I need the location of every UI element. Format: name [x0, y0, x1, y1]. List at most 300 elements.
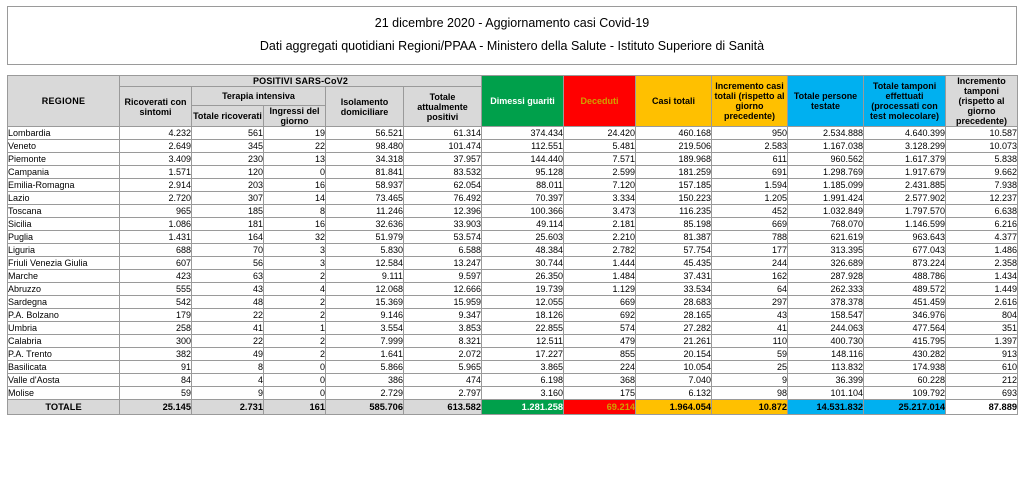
- cell-regione: Sardegna: [8, 296, 120, 309]
- cell-value: 2.210: [564, 231, 636, 244]
- cell-value: 14: [264, 192, 326, 205]
- cell-value: 16: [264, 179, 326, 192]
- table-total-row: [8, 400, 1018, 415]
- cell-value: 98.480: [326, 140, 404, 153]
- cell-value: 5.830: [326, 244, 404, 257]
- cell-value: 621.619: [788, 231, 864, 244]
- cell-value: 45.435: [636, 257, 712, 270]
- cell-value: 368: [564, 374, 636, 387]
- cell-value: 63: [192, 270, 264, 283]
- cell-value: 7.571: [564, 153, 636, 166]
- cell-value: 873.224: [864, 257, 946, 270]
- table-row: [8, 153, 1018, 166]
- cell-value: 4.232: [120, 127, 192, 140]
- cell-value: 1.594: [712, 179, 788, 192]
- cell-value: 4.640.399: [864, 127, 946, 140]
- cell-value: 3.554: [326, 322, 404, 335]
- cell-value: 0: [264, 387, 326, 400]
- cell-value: 70: [192, 244, 264, 257]
- cell-value: 6.132: [636, 387, 712, 400]
- cell-value: 174.938: [864, 361, 946, 374]
- cell-value: 95.128: [482, 166, 564, 179]
- cell-value: 692: [564, 309, 636, 322]
- cell-total-value: 69.214: [564, 400, 636, 415]
- cell-regione: Abruzzo: [8, 283, 120, 296]
- cell-value: 15.959: [404, 296, 482, 309]
- cell-value: 15.369: [326, 296, 404, 309]
- cell-value: 2.720: [120, 192, 192, 205]
- cell-total-value: 613.582: [404, 400, 482, 415]
- cell-total-value: 1.281.258: [482, 400, 564, 415]
- table-row: [8, 140, 1018, 153]
- table-row: [8, 231, 1018, 244]
- cell-value: 22: [192, 309, 264, 322]
- cell-value: 963.643: [864, 231, 946, 244]
- cell-value: 19: [264, 127, 326, 140]
- cell-value: 5.838: [946, 153, 1018, 166]
- cell-regione: Marche: [8, 270, 120, 283]
- cell-value: 788: [712, 231, 788, 244]
- cell-value: 2.577.902: [864, 192, 946, 205]
- cell-value: 479: [564, 335, 636, 348]
- cell-value: 3.853: [404, 322, 482, 335]
- cell-value: 3.160: [482, 387, 564, 400]
- cell-value: 70.397: [482, 192, 564, 205]
- table-row: [8, 257, 1018, 270]
- cell-value: 2.599: [564, 166, 636, 179]
- report-title: 21 dicembre 2020 - Aggiornamento casi Covid-19: [374, 16, 650, 30]
- cell-value: 116.235: [636, 205, 712, 218]
- table-row: [8, 270, 1018, 283]
- cell-regione: Lazio: [8, 192, 120, 205]
- cell-value: 150.223: [636, 192, 712, 205]
- cell-regione: Lombardia: [8, 127, 120, 140]
- cell-value: 1.486: [946, 244, 1018, 257]
- cell-value: 91: [120, 361, 192, 374]
- cell-value: 2.649: [120, 140, 192, 153]
- cell-value: 2.431.885: [864, 179, 946, 192]
- cell-regione: Liguria: [8, 244, 120, 257]
- cell-value: 688: [120, 244, 192, 257]
- cell-value: 2.797: [404, 387, 482, 400]
- cell-regione: Sicilia: [8, 218, 120, 231]
- cell-value: 693: [946, 387, 1018, 400]
- cell-value: 34.318: [326, 153, 404, 166]
- cell-value: 219.506: [636, 140, 712, 153]
- cell-value: 33.534: [636, 283, 712, 296]
- cell-value: 423: [120, 270, 192, 283]
- cell-value: 18.126: [482, 309, 564, 322]
- cell-value: 345: [192, 140, 264, 153]
- cell-value: 2: [264, 296, 326, 309]
- cell-value: 175: [564, 387, 636, 400]
- cell-value: 7.120: [564, 179, 636, 192]
- cell-value: 224: [564, 361, 636, 374]
- cell-value: 913: [946, 348, 1018, 361]
- cell-value: 43: [192, 283, 264, 296]
- cell-value: 22: [264, 140, 326, 153]
- table-row: [8, 179, 1018, 192]
- cell-value: 25: [712, 361, 788, 374]
- cell-value: 1.431: [120, 231, 192, 244]
- cell-value: 297: [712, 296, 788, 309]
- col-header-totale-ricoverati: Totale ricoverati: [192, 106, 264, 127]
- cell-value: 669: [564, 296, 636, 309]
- header-row-1: [8, 76, 1018, 87]
- cell-value: 144.440: [482, 153, 564, 166]
- col-header-isolamento-domiciliare: Isolamento domiciliare: [326, 87, 404, 127]
- cell-value: 59: [120, 387, 192, 400]
- cell-value: 477.564: [864, 322, 946, 335]
- cell-value: 2.534.888: [788, 127, 864, 140]
- cell-value: 2.583: [712, 140, 788, 153]
- cell-value: 32: [264, 231, 326, 244]
- cell-value: 555: [120, 283, 192, 296]
- cell-value: 7.999: [326, 335, 404, 348]
- cell-value: 950: [712, 127, 788, 140]
- cell-value: 58.937: [326, 179, 404, 192]
- cell-value: 2.072: [404, 348, 482, 361]
- cell-value: 212: [946, 374, 1018, 387]
- cell-value: 12.055: [482, 296, 564, 309]
- cell-value: 542: [120, 296, 192, 309]
- covid-data-table: [7, 75, 1018, 415]
- cell-value: 415.795: [864, 335, 946, 348]
- cell-value: 610: [946, 361, 1018, 374]
- cell-value: 300: [120, 335, 192, 348]
- cell-value: 12.068: [326, 283, 404, 296]
- cell-value: 2: [264, 348, 326, 361]
- cell-value: 100.366: [482, 205, 564, 218]
- cell-value: 5.965: [404, 361, 482, 374]
- cell-value: 157.185: [636, 179, 712, 192]
- cell-value: 3.473: [564, 205, 636, 218]
- cell-value: 148.116: [788, 348, 864, 361]
- cell-value: 9: [712, 374, 788, 387]
- col-header-totale-persone-testate: Totale persone testate: [788, 76, 864, 127]
- cell-value: 1.205: [712, 192, 788, 205]
- cell-value: 203: [192, 179, 264, 192]
- cell-total-value: 14.531.832: [788, 400, 864, 415]
- cell-value: 36.399: [788, 374, 864, 387]
- cell-value: 1.129: [564, 283, 636, 296]
- cell-value: 13.247: [404, 257, 482, 270]
- cell-total-value: 25.217.014: [864, 400, 946, 415]
- cell-value: 1.991.424: [788, 192, 864, 205]
- cell-value: 41: [712, 322, 788, 335]
- cell-value: 1.434: [946, 270, 1018, 283]
- cell-value: 1.449: [946, 283, 1018, 296]
- cell-total-value: 2.731: [192, 400, 264, 415]
- cell-value: 460.168: [636, 127, 712, 140]
- cell-regione: Puglia: [8, 231, 120, 244]
- cell-value: 244.063: [788, 322, 864, 335]
- cell-value: 6.216: [946, 218, 1018, 231]
- cell-value: 965: [120, 205, 192, 218]
- cell-value: 76.492: [404, 192, 482, 205]
- cell-value: 230: [192, 153, 264, 166]
- cell-value: 10.073: [946, 140, 1018, 153]
- cell-regione: P.A. Bolzano: [8, 309, 120, 322]
- cell-value: 28.165: [636, 309, 712, 322]
- cell-value: 1.444: [564, 257, 636, 270]
- cell-total-value: 87.889: [946, 400, 1018, 415]
- cell-value: 30.744: [482, 257, 564, 270]
- cell-value: 386: [326, 374, 404, 387]
- cell-value: 120: [192, 166, 264, 179]
- cell-value: 2.358: [946, 257, 1018, 270]
- cell-value: 1.917.679: [864, 166, 946, 179]
- cell-value: 10.054: [636, 361, 712, 374]
- cell-value: 88.011: [482, 179, 564, 192]
- cell-value: 2: [264, 309, 326, 322]
- cell-value: 56.521: [326, 127, 404, 140]
- cell-value: 804: [946, 309, 1018, 322]
- cell-value: 84: [120, 374, 192, 387]
- cell-value: 181: [192, 218, 264, 231]
- cell-value: 574: [564, 322, 636, 335]
- cell-total-label: TOTALE: [8, 400, 120, 415]
- cell-value: 10.587: [946, 127, 1018, 140]
- cell-value: 56: [192, 257, 264, 270]
- cell-total-value: 10.872: [712, 400, 788, 415]
- col-header-incremento-casi: Incremento casi totali (rispetto al giorno precedente): [712, 76, 788, 127]
- cell-regione: Calabria: [8, 335, 120, 348]
- cell-value: 488.786: [864, 270, 946, 283]
- table-row: [8, 166, 1018, 179]
- cell-value: 101.474: [404, 140, 482, 153]
- cell-regione: Valle d'Aosta: [8, 374, 120, 387]
- cell-value: 1.484: [564, 270, 636, 283]
- cell-value: 112.551: [482, 140, 564, 153]
- cell-value: 37.957: [404, 153, 482, 166]
- cell-value: 181.259: [636, 166, 712, 179]
- cell-value: 177: [712, 244, 788, 257]
- cell-value: 2.181: [564, 218, 636, 231]
- cell-value: 81.841: [326, 166, 404, 179]
- cell-value: 158.547: [788, 309, 864, 322]
- cell-value: 85.198: [636, 218, 712, 231]
- cell-value: 677.043: [864, 244, 946, 257]
- col-header-totale-tamponi: Totale tamponi effettuati (processati con test molecolare): [864, 76, 946, 127]
- cell-value: 9.662: [946, 166, 1018, 179]
- cell-value: 378.378: [788, 296, 864, 309]
- cell-value: 113.832: [788, 361, 864, 374]
- cell-value: 9: [192, 387, 264, 400]
- cell-value: 73.465: [326, 192, 404, 205]
- cell-value: 3.865: [482, 361, 564, 374]
- cell-value: 37.431: [636, 270, 712, 283]
- cell-value: 41: [192, 322, 264, 335]
- cell-value: 64: [712, 283, 788, 296]
- cell-value: 32.636: [326, 218, 404, 231]
- cell-value: 21.261: [636, 335, 712, 348]
- cell-value: 3: [264, 244, 326, 257]
- cell-value: 9.111: [326, 270, 404, 283]
- table-row: [8, 192, 1018, 205]
- col-header-totale-attualmente-positivi: Totale attualmente positivi: [404, 87, 482, 127]
- cell-value: 16: [264, 218, 326, 231]
- cell-value: 20.154: [636, 348, 712, 361]
- cell-value: 22: [192, 335, 264, 348]
- cell-value: 307: [192, 192, 264, 205]
- cell-value: 2.729: [326, 387, 404, 400]
- cell-value: 2.914: [120, 179, 192, 192]
- cell-value: 12.396: [404, 205, 482, 218]
- cell-value: 452: [712, 205, 788, 218]
- cell-value: 374.434: [482, 127, 564, 140]
- cell-value: 17.227: [482, 348, 564, 361]
- report-header: [7, 6, 1017, 65]
- cell-value: 5.866: [326, 361, 404, 374]
- cell-value: 3.409: [120, 153, 192, 166]
- cell-value: 287.928: [788, 270, 864, 283]
- table-body: [8, 127, 1018, 415]
- cell-value: 62.054: [404, 179, 482, 192]
- cell-regione: Molise: [8, 387, 120, 400]
- cell-value: 474: [404, 374, 482, 387]
- table-row: [8, 296, 1018, 309]
- cell-value: 8: [192, 361, 264, 374]
- report-subtitle: Dati aggregati quotidiani Regioni/PPAA - Ministero della Salute - Istituto Superiore di Sanità: [259, 39, 765, 53]
- cell-value: 49.114: [482, 218, 564, 231]
- cell-value: 26.350: [482, 270, 564, 283]
- table-row: [8, 218, 1018, 231]
- cell-value: 8: [264, 205, 326, 218]
- cell-value: 3.128.299: [864, 140, 946, 153]
- cell-regione: Friuli Venezia Giulia: [8, 257, 120, 270]
- cell-value: 3.334: [564, 192, 636, 205]
- cell-value: 4: [264, 283, 326, 296]
- cell-value: 83.532: [404, 166, 482, 179]
- cell-value: 6.588: [404, 244, 482, 257]
- cell-value: 1.298.769: [788, 166, 864, 179]
- cell-value: 189.968: [636, 153, 712, 166]
- cell-value: 185: [192, 205, 264, 218]
- cell-total-value: 161: [264, 400, 326, 415]
- cell-value: 346.976: [864, 309, 946, 322]
- cell-value: 179: [120, 309, 192, 322]
- cell-total-value: 585.706: [326, 400, 404, 415]
- cell-value: 25.603: [482, 231, 564, 244]
- cell-value: 19.739: [482, 283, 564, 296]
- cell-value: 60.228: [864, 374, 946, 387]
- cell-value: 4.377: [946, 231, 1018, 244]
- cell-regione: Toscana: [8, 205, 120, 218]
- cell-regione: Basilicata: [8, 361, 120, 374]
- cell-value: 7.040: [636, 374, 712, 387]
- cell-value: 12.584: [326, 257, 404, 270]
- cell-value: 2.616: [946, 296, 1018, 309]
- table-row: [8, 361, 1018, 374]
- cell-value: 43: [712, 309, 788, 322]
- cell-regione: P.A. Trento: [8, 348, 120, 361]
- cell-value: 1.146.599: [864, 218, 946, 231]
- cell-value: 1.032.849: [788, 205, 864, 218]
- col-header-deceduti: Deceduti: [564, 76, 636, 127]
- cell-value: 13: [264, 153, 326, 166]
- table-row: [8, 374, 1018, 387]
- cell-value: 24.420: [564, 127, 636, 140]
- cell-value: 768.070: [788, 218, 864, 231]
- cell-value: 109.792: [864, 387, 946, 400]
- cell-value: 5.481: [564, 140, 636, 153]
- table-row: [8, 127, 1018, 140]
- cell-value: 51.979: [326, 231, 404, 244]
- cell-value: 98: [712, 387, 788, 400]
- cell-value: 12.511: [482, 335, 564, 348]
- group-header-positivi: POSITIVI SARS-CoV2: [120, 76, 482, 87]
- cell-value: 3: [264, 257, 326, 270]
- cell-value: 9.597: [404, 270, 482, 283]
- cell-value: 262.333: [788, 283, 864, 296]
- cell-value: 1.086: [120, 218, 192, 231]
- cell-value: 2: [264, 335, 326, 348]
- cell-value: 59: [712, 348, 788, 361]
- cell-regione: Emilia-Romagna: [8, 179, 120, 192]
- col-header-incremento-tamponi: Incremento tamponi (rispetto al giorno precedente): [946, 76, 1018, 127]
- table-row: [8, 205, 1018, 218]
- cell-value: 164: [192, 231, 264, 244]
- cell-value: 400.730: [788, 335, 864, 348]
- cell-value: 6.638: [946, 205, 1018, 218]
- cell-value: 313.395: [788, 244, 864, 257]
- cell-value: 489.572: [864, 283, 946, 296]
- col-header-ingressi-giorno: Ingressi del giorno: [264, 106, 326, 127]
- cell-value: 53.574: [404, 231, 482, 244]
- cell-value: 1.571: [120, 166, 192, 179]
- cell-value: 561: [192, 127, 264, 140]
- cell-value: 0: [264, 361, 326, 374]
- cell-value: 22.855: [482, 322, 564, 335]
- cell-value: 48.384: [482, 244, 564, 257]
- table-row: [8, 335, 1018, 348]
- cell-value: 8.321: [404, 335, 482, 348]
- cell-value: 48: [192, 296, 264, 309]
- cell-value: 258: [120, 322, 192, 335]
- cell-value: 12.237: [946, 192, 1018, 205]
- cell-value: 49: [192, 348, 264, 361]
- cell-value: 4: [192, 374, 264, 387]
- cell-value: 28.683: [636, 296, 712, 309]
- cell-value: 81.387: [636, 231, 712, 244]
- col-header-regione: REGIONE: [8, 76, 120, 127]
- cell-value: 1.185.099: [788, 179, 864, 192]
- cell-regione: Campania: [8, 166, 120, 179]
- cell-value: 669: [712, 218, 788, 231]
- cell-value: 11.246: [326, 205, 404, 218]
- cell-value: 1.641: [326, 348, 404, 361]
- cell-value: 7.938: [946, 179, 1018, 192]
- cell-regione: Piemonte: [8, 153, 120, 166]
- cell-value: 27.282: [636, 322, 712, 335]
- cell-value: 2.782: [564, 244, 636, 257]
- col-header-dimessi-guariti: Dimessi guariti: [482, 76, 564, 127]
- cell-value: 326.689: [788, 257, 864, 270]
- cell-value: 607: [120, 257, 192, 270]
- cell-value: 382: [120, 348, 192, 361]
- cell-value: 110: [712, 335, 788, 348]
- cell-value: 451.459: [864, 296, 946, 309]
- table-row: [8, 387, 1018, 400]
- cell-value: 6.198: [482, 374, 564, 387]
- cell-total-value: 25.145: [120, 400, 192, 415]
- cell-value: 9.347: [404, 309, 482, 322]
- cell-value: 57.754: [636, 244, 712, 257]
- cell-value: 162: [712, 270, 788, 283]
- col-header-casi-totali: Casi totali: [636, 76, 712, 127]
- cell-value: 12.666: [404, 283, 482, 296]
